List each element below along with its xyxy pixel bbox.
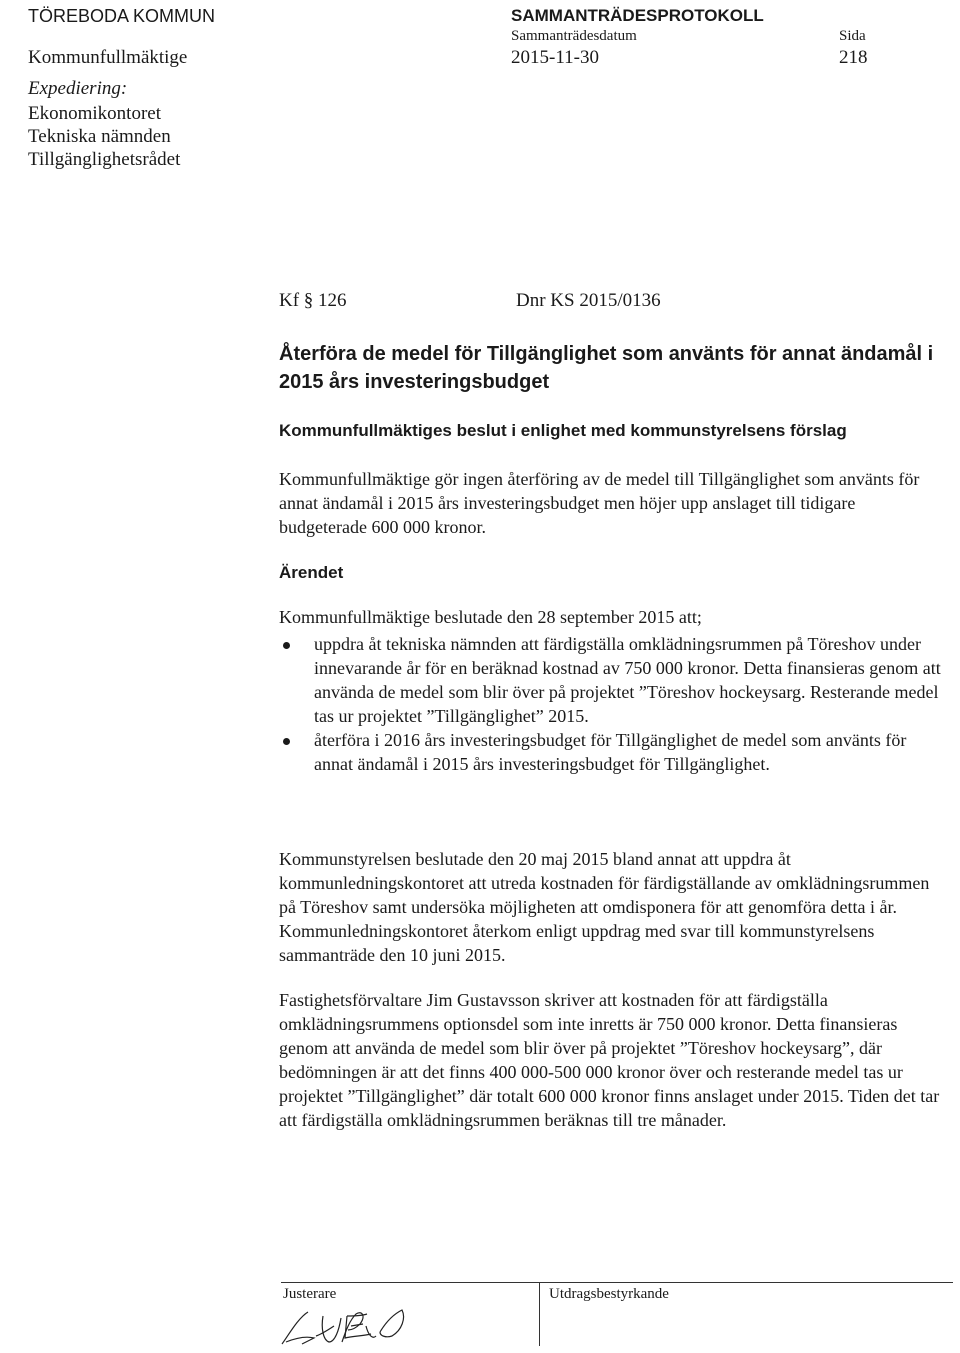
list-item: [279, 728, 949, 776]
body-paragraph: Kommunstyrelsen beslutade den 20 maj 2015 bland annat att uppdra åt kommunledningskontoret att utreda kostnaden för färdigställande av omklädningsrummen på Töreshov samt undersöka möjligheten att omdisponera för att genomföra detta i år. Kommunledningskontoret återkom enligt uppdrag med svar till kommunstyrelsens sammanträde den 10 juni 2015.: [279, 849, 930, 965]
body-paragraph: Fastighetsförvaltare Jim Gustavsson skriver att kostnaden för att färdigställa omklädningsrummens optionsdel som inte inretts är 750 000 kronor. Detta finansieras genom att använda de medel som blir över på projektet ”Töreshov hockeysarg”, där bedömningen är att det finns 400 000-500 000 kronor över och resterande medel tas ur projektet ”Tillgänglighet” där totalt 600 000 kronor finns anslaget under 2015. Tiden det tar att färdigställa omklädningsrummen beräknas till tre månader.: [279, 990, 940, 1130]
decision-list: [279, 632, 949, 776]
document-title: SAMMANTRÄDESPROTOKOLL: [511, 6, 764, 25]
expediering-item: Ekonomikontoret: [28, 103, 161, 124]
date-label: Sammanträdesdatum: [511, 28, 637, 44]
initials-image: [311, 1308, 403, 1348]
utdrag-label: Utdragsbestyrkande: [549, 1286, 669, 1302]
justerare-label: Justerare: [283, 1286, 337, 1302]
arendet-heading: Ärendet: [279, 563, 344, 582]
paragraph-number: Kf § 126: [279, 290, 347, 311]
case-headline: Återföra de medel för Tillgänglighet som använts för annat ändamål i 2015 års investeringsbudget: [279, 343, 934, 393]
bullet-icon: [283, 738, 290, 745]
page-number: 218: [839, 47, 868, 68]
list-item: [279, 632, 949, 728]
meeting-date: 2015-11-30: [511, 47, 599, 68]
expediering-item: Tillgänglighetsrådet: [28, 149, 181, 170]
arendet-lead: Kommunfullmäktige beslutade den 28 september 2015 att;: [279, 607, 702, 627]
decision-text: Kommunfullmäktige gör ingen återföring av de medel till Tillgänglighet som använts för annat ändamål i 2015 års investeringsbudget men höjer upp anslaget till tidigare budgeterade 600 000 kronor.: [279, 469, 920, 537]
decision-heading: Kommunfullmäktiges beslut i enlighet med kommunstyrelsens förslag: [279, 421, 847, 440]
footer-divider: [281, 1282, 953, 1283]
diary-number: Dnr KS 2015/0136: [516, 290, 661, 311]
page-label: Sida: [839, 28, 866, 44]
expediering-item: Tekniska nämnden: [28, 126, 171, 147]
organization-name: TÖREBODA KOMMUN: [28, 6, 216, 26]
bullet-icon: [283, 642, 290, 649]
footer-column-divider: [539, 1282, 540, 1346]
body-name: Kommunfullmäktige: [28, 47, 188, 68]
expediering-label: Expediering:: [28, 78, 128, 99]
list-item-text: uppdra åt tekniska nämnden att färdigställa omklädningsrummen på Töreshov under innevarande år för en beräknad kostnad av 750 000 kronor. Detta finansieras genom att använda de medel som blir över på projektet ”Töreshov hockeysarg. Resterande medel tas ur projektet ”Tillgänglighet” 2015.: [314, 634, 941, 726]
list-item-text: återföra i 2016 års investeringsbudget för Tillgänglighet de medel som använts för annat ändamål i 2015 års investeringsbudget för Tillgänglighet.: [314, 730, 907, 774]
